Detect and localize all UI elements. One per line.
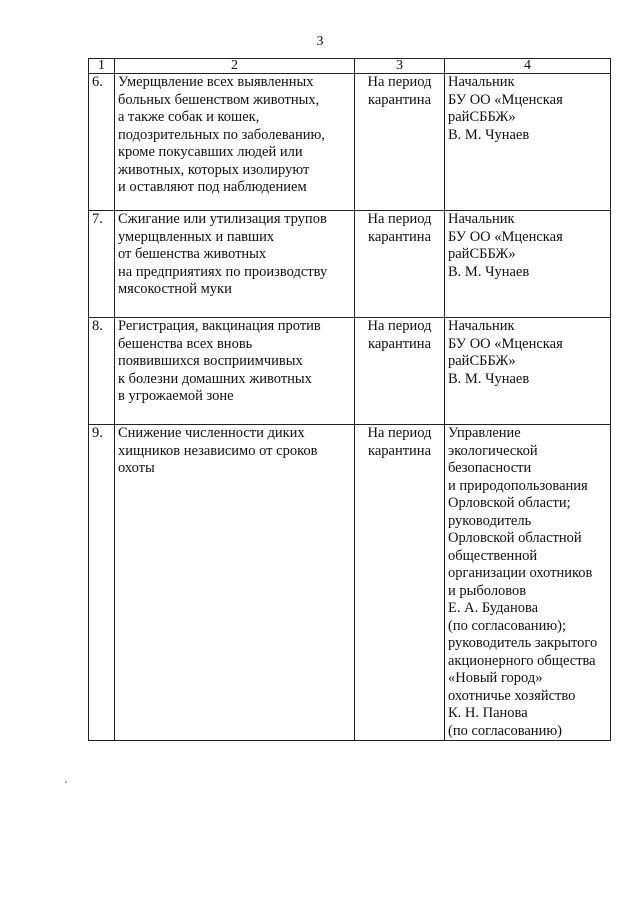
period-line: На период [367,425,432,441]
period-cell [355,74,445,211]
period-line: карантина [368,228,431,245]
action-cell [115,74,355,211]
responsible-line: охотничье хозяйство [448,687,576,704]
responsible-line: и рыболовов [448,582,527,599]
responsible-line: Орловской области; [448,495,571,511]
period-line: карантина [368,91,431,108]
responsible-line: К. Н. Панова [448,705,528,721]
period-line: На период [367,318,432,334]
header-col-3: 3 [355,59,445,74]
responsible-cell [445,74,611,211]
responsible-line: БУ ОО «Мценская [448,228,563,245]
action-line: Снижение численности диких [118,425,305,441]
table-header [89,59,611,74]
scan-speck [65,781,67,783]
action-line: больных бешенством животных, [118,91,320,108]
responsible-line: Начальник [448,211,515,227]
action-line: к болезни домашних животных [118,370,312,387]
responsible-line: Начальник [448,74,515,90]
row-number: 8. [89,318,115,425]
responsible-line: райСББЖ» [448,353,516,369]
responsible-cell [445,211,611,318]
responsible-line: Орловской областной [448,530,582,546]
period-cell [355,211,445,318]
responsible-line: безопасности [448,460,532,476]
action-cell [115,425,355,741]
responsible-line: Управление [448,425,521,441]
period-cell [355,318,445,425]
responsible-line: В. М. Чунаев [448,126,530,143]
table-row [89,211,611,318]
period-cell [355,425,445,741]
responsible-line: и природопользования [448,477,588,494]
table-row [89,74,611,211]
header-col-1: 1 [89,59,115,74]
responsible-line: Е. А. Буданова [448,600,539,616]
action-line: бешенства всех вновь [118,335,253,352]
header-row [89,59,611,74]
header-col-2: 2 [115,59,355,74]
header-col-4: 4 [445,59,611,74]
action-line: Сжигание или утилизация трупов [118,211,327,227]
action-line: мясокостной муки [118,281,232,297]
table-row [89,425,611,741]
action-line: Умерщвление всех выявленных [118,74,314,90]
responsible-cell [445,318,611,425]
action-line: в угрожаемой зоне [118,388,234,404]
row-number: 7. [89,211,115,318]
page-number: 3 [316,34,324,49]
action-line: и оставляют под наблюдением [118,179,307,195]
responsible-line: (по согласованию); [448,617,567,634]
responsible-line: Начальник [448,318,515,334]
responsible-line: БУ ОО «Мценская [448,335,563,352]
action-line: Регистрация, вакцинация против [118,318,321,334]
responsible-line: (по согласованию) [448,722,562,739]
action-line: охоты [118,460,155,476]
table-row [89,318,611,425]
responsible-line: организации охотников [448,565,593,581]
row-number: 9. [89,425,115,741]
period-line: карантина [368,335,431,352]
responsible-line: БУ ОО «Мценская [448,91,563,108]
action-line: кроме покусавших людей или [118,144,303,160]
action-line: от бешенства животных [118,246,267,262]
action-line: а также собак и кошек, [118,109,260,125]
action-cell [115,318,355,425]
action-line: хищников независимо от сроков [118,442,318,459]
period-line: На период [367,74,432,90]
responsible-line: общественной [448,547,538,564]
responsible-line: райСББЖ» [448,246,516,262]
action-line: умерщвленных и павших [118,228,275,245]
action-cell [115,211,355,318]
responsible-line: «Новый город» [448,670,543,686]
responsible-line: руководитель [448,512,532,529]
responsible-line: акционерного общества [448,652,596,669]
period-line: карантина [368,442,431,459]
period-line: На период [367,211,432,227]
responsible-line: руководитель закрытого [448,635,598,651]
action-line: подозрительных по заболеванию, [118,126,325,143]
measures-table [88,58,611,741]
responsible-line: В. М. Чунаев [448,370,530,387]
row-number: 6. [89,74,115,211]
action-line: на предприятиях по производству [118,263,328,280]
responsible-line: В. М. Чунаев [448,263,530,280]
responsible-line: райСББЖ» [448,109,516,125]
action-line: появившихся восприимчивых [118,353,303,369]
responsible-line: экологической [448,442,538,459]
table-body [89,74,611,741]
action-line: животных, которых изолируют [118,161,310,178]
responsible-cell [445,425,611,741]
